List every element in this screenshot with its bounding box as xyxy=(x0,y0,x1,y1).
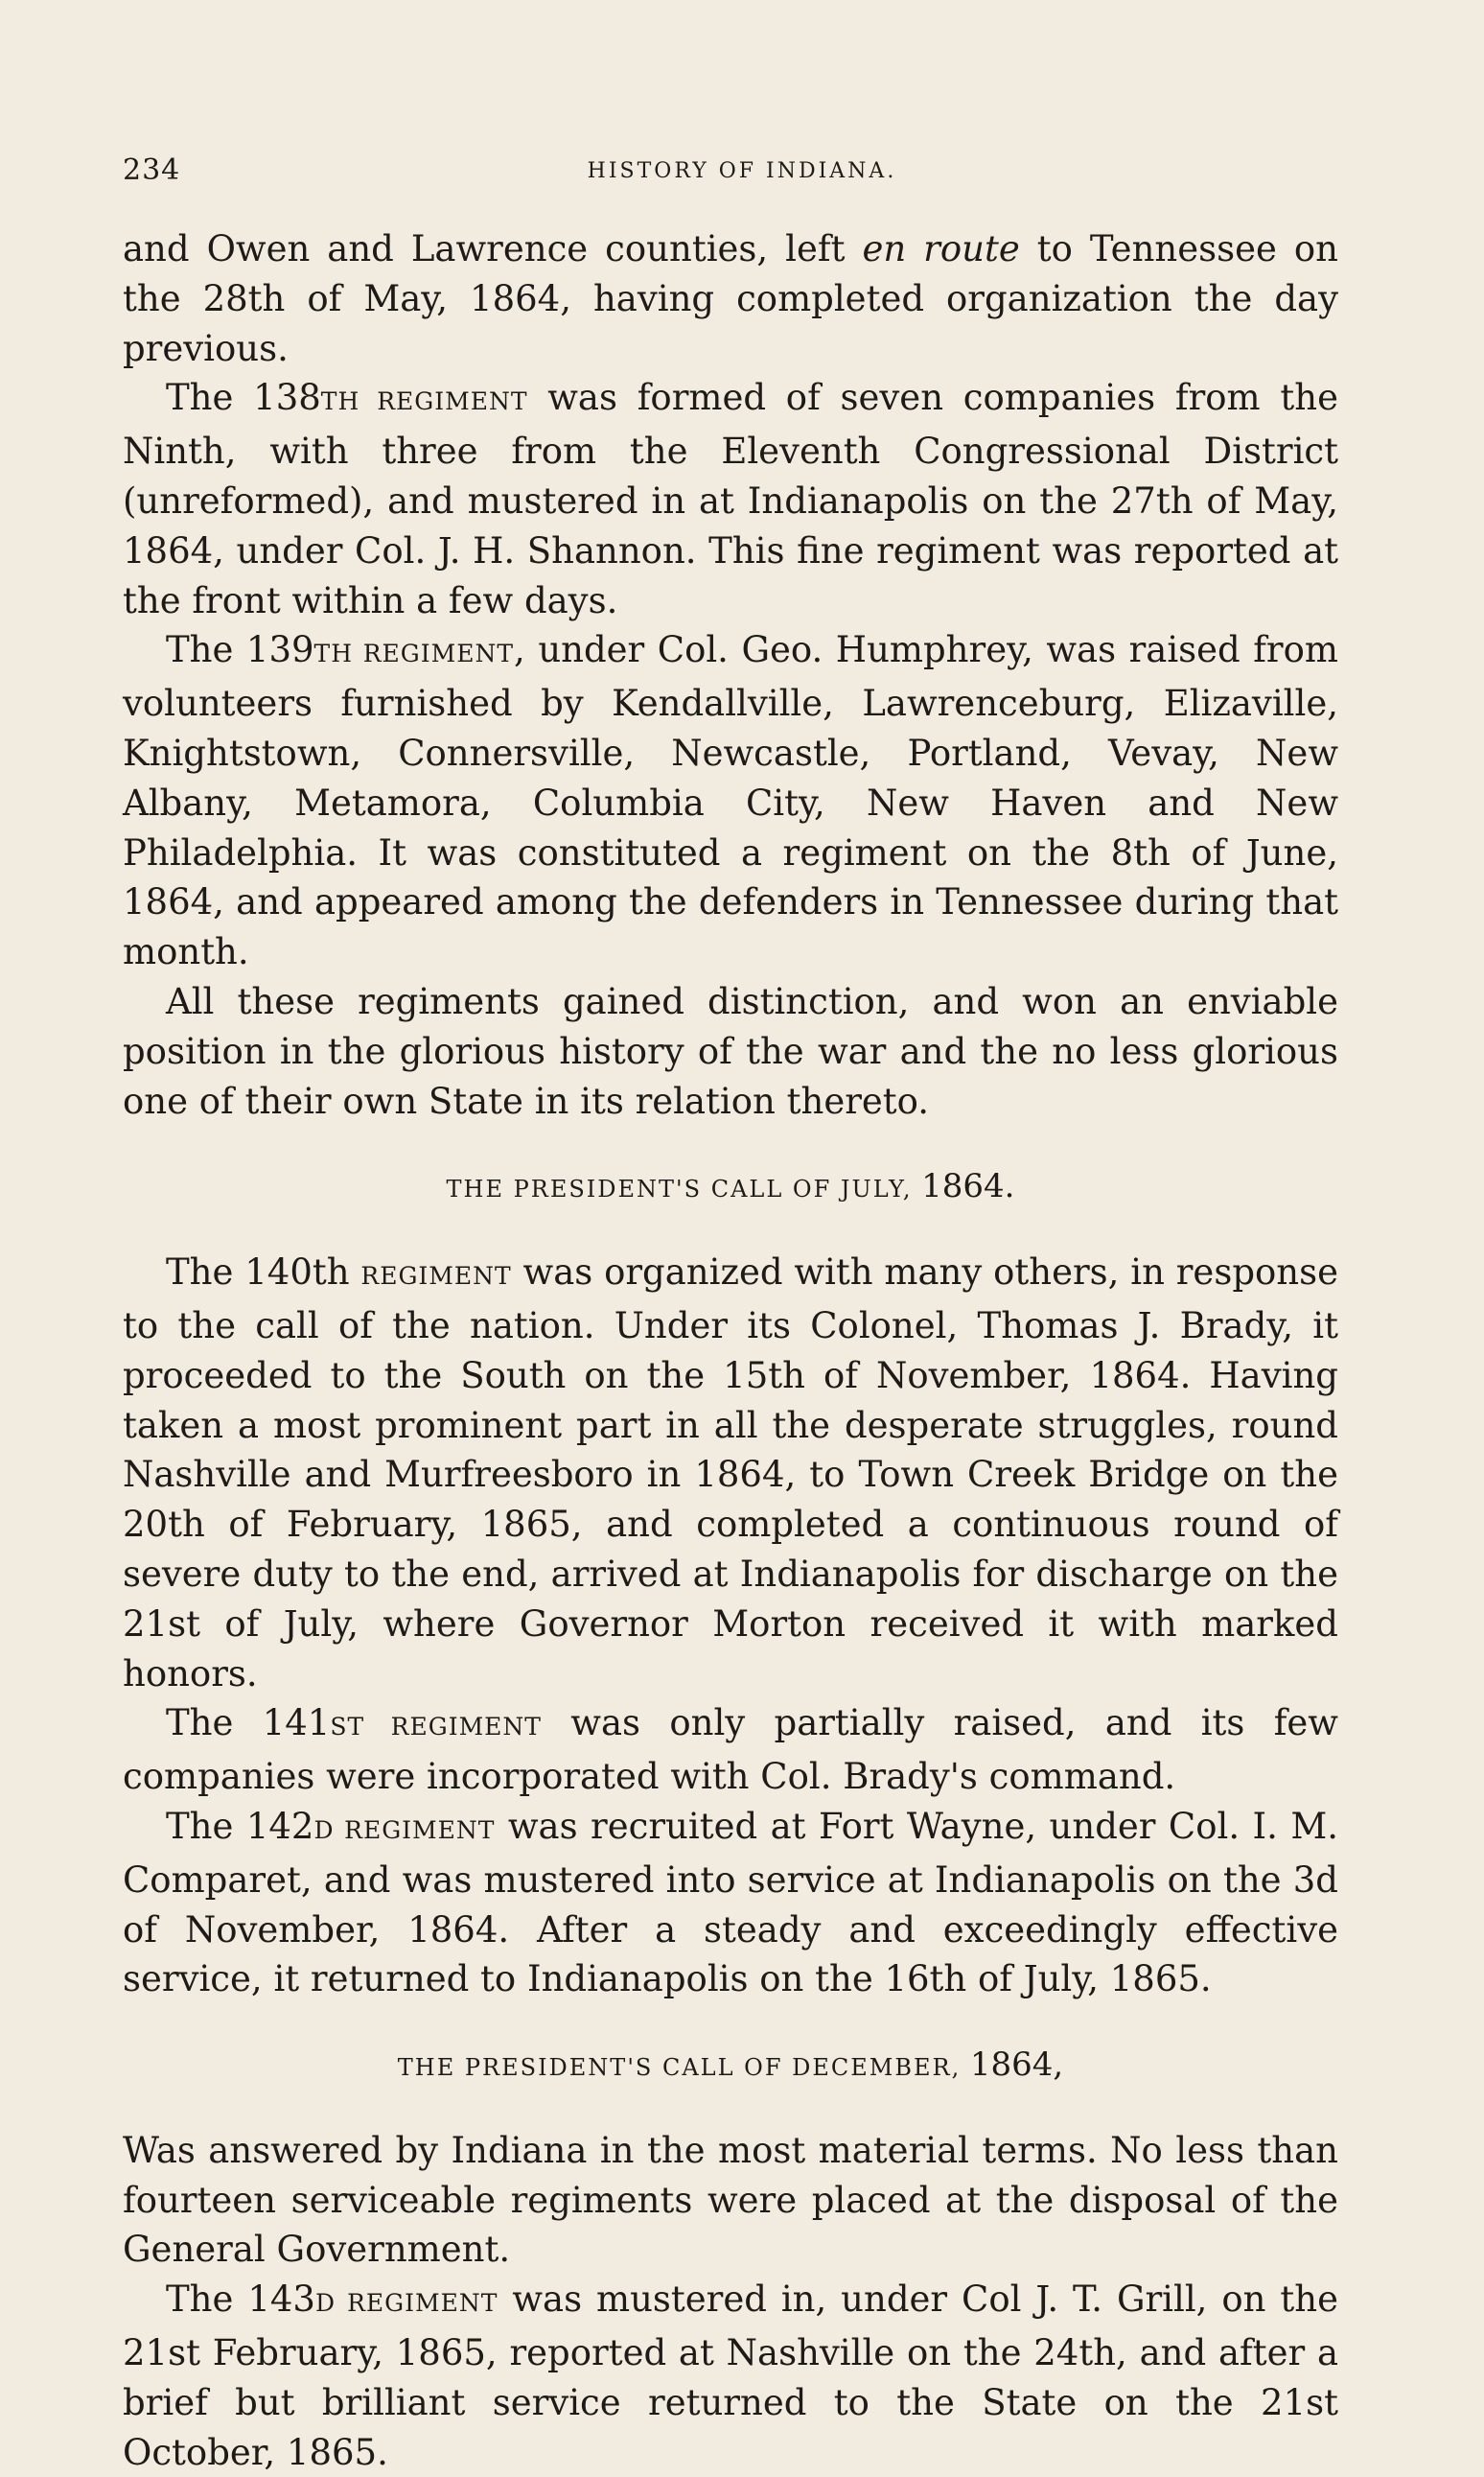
paragraph-answered-by-indiana xyxy=(123,2126,1338,2275)
text-segment: to Tennessee on the 28th of May, 1864, having completed organization the day previous. xyxy=(123,228,1339,369)
paragraph-139th-regiment xyxy=(123,625,1338,977)
regiment-smallcaps: D REGIMENT xyxy=(313,1815,496,1844)
paragraph-text: was only partially raised, and its few companies were incorporated with Col. Brady's command. xyxy=(123,1702,1338,1798)
page-number: 234 xyxy=(123,153,181,187)
lead-text: The 142 xyxy=(166,1805,314,1847)
running-title: HISTORY OF INDIANA. xyxy=(587,159,897,183)
lead-text: The 143 xyxy=(166,2278,315,2321)
section-title: THE PRESIDENT'S CALL OF JULY, xyxy=(446,1176,922,1203)
lead-text: The 140th xyxy=(166,1251,361,1294)
regiment-smallcaps: TH REGIMENT xyxy=(313,640,515,668)
paragraph-142d-regiment xyxy=(123,1802,1338,2004)
section-year: 1864, xyxy=(969,2045,1064,2085)
section-heading-december-1864 xyxy=(123,2041,1338,2093)
paragraph-text: was organized with many others, in response to the call of the nation. Under its Colonel, Thomas J. Brady, it proceeded to the South on the 15th of November, 1864. Having taken a most prominent part in all the desperate struggles, round Nashville and Murfreesboro in 1864, to Town Creek Bridge on the 20th of February, 1865, and completed a continuous round of severe duty to the end, arrived at Indianapolis for discharge on the 21st of July, where Governor Morton received it with marked honors. xyxy=(123,1251,1338,1694)
paragraph-140th-regiment xyxy=(123,1248,1338,1698)
lead-text: The 139 xyxy=(166,629,314,671)
text-segment: and Owen and Lawrence counties, left xyxy=(123,228,863,269)
paragraph-141st-regiment xyxy=(123,1698,1338,1802)
regiment-smallcaps: D REGIMENT xyxy=(314,2289,499,2318)
regiment-smallcaps: ST REGIMENT xyxy=(330,1713,542,1741)
paragraph-text: was formed of seven companies from the Ninth, with three from the Eleventh Congressional District (unreformed), and mustered in at Indianapolis on the 27th of May, 1864, under Col. J. H. Shannon. This fine regiment was reported at the front within a few days. xyxy=(123,377,1338,621)
paragraph-text: Was answered by Indiana in the most material terms. No less than fourteen serviceable regiments were placed at the disposal of the General Government. xyxy=(123,2129,1338,2271)
paragraph-text: was mustered in, under Col J. T. Grill, on the 21st February, 1865, reported at Nashville on the 24th, and after a brief but brilliant service returned to the State on the 21st October, 1865. xyxy=(123,2278,1338,2473)
page-body xyxy=(123,224,1338,2477)
lead-text: The 138 xyxy=(166,377,321,419)
section-heading-july-1864 xyxy=(123,1162,1338,1215)
italic-phrase: en route xyxy=(862,228,1020,269)
paragraph-text: , under Col. Geo. Humphrey, was raised from volunteers furnished by Kendallville, Lawrenceburg, Elizaville, Knightstown, Connersville, Newcastle, Portland, Vevay, New Albany, Metamora, Columbia City, New Haven and New Philadelphia. It was constituted a regiment on the 8th of June, 1864, and appeared among the defenders in Tennessee during that month. xyxy=(123,629,1338,973)
section-title: THE PRESIDENT'S CALL OF DECEMBER, xyxy=(397,2054,970,2082)
paragraph-text: All these regiments gained distinction, and won an enviable position in the glorious history of the war and the no less glorious one of their own State in its relation thereto. xyxy=(123,980,1338,1122)
section-year: 1864. xyxy=(921,1167,1015,1206)
lead-text: The 141 xyxy=(166,1702,331,1744)
paragraph-all-regiments xyxy=(123,977,1338,1126)
regiment-smallcaps: TH REGIMENT xyxy=(320,387,528,416)
paragraph-143d-regiment xyxy=(123,2275,1338,2477)
paragraph-138th-regiment xyxy=(123,373,1338,625)
regiment-smallcaps: REGIMENT xyxy=(360,1262,512,1291)
page-header xyxy=(123,153,1361,196)
paragraph-text: was recruited at Fort Wayne, under Col. I. M. Comparet, and was mustered into service at Indianapolis on the 3d of November, 1864. After a steady and exceedingly effective service, it returned to Indianapolis on the 16th of July, 1865. xyxy=(123,1805,1338,2000)
paragraph-owen-lawrence xyxy=(123,224,1338,373)
